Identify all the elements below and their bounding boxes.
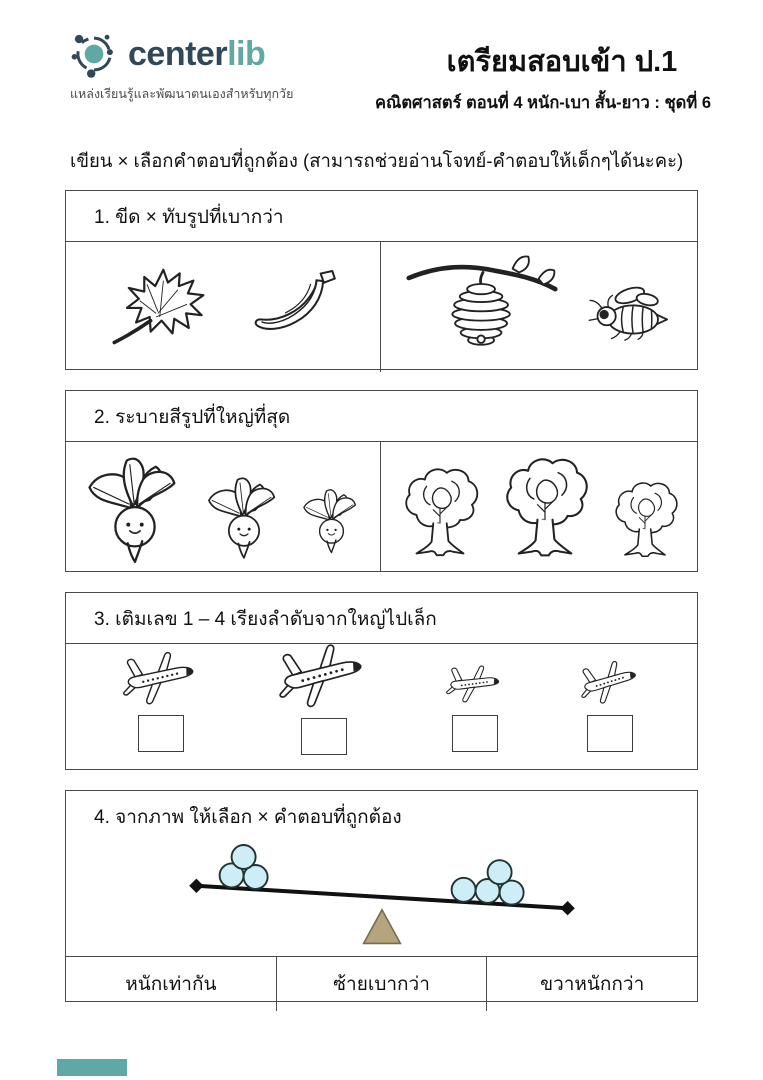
answer-box-2[interactable] — [301, 718, 347, 755]
maple-leaf-illustration[interactable] — [114, 270, 203, 343]
bananas-illustration[interactable] — [256, 271, 335, 329]
tree-large-illustration[interactable] — [507, 459, 586, 555]
brand-tagline: แหล่งเรียนรู้และพัฒนาตนเองสำหรับทุกวัย — [70, 87, 294, 101]
airplane-medium-large-illustration — [120, 650, 196, 706]
answer-box-4[interactable] — [587, 715, 633, 752]
beam-right-end — [560, 901, 574, 915]
question-3-box — [65, 592, 698, 770]
question-2-choice-right[interactable] — [381, 442, 697, 571]
option-right-heavier[interactable]: ขวาหนักกว่า — [486, 957, 697, 1011]
document-header — [375, 38, 712, 116]
fulcrum — [363, 910, 400, 944]
question-2-choice-left[interactable] — [66, 442, 381, 571]
question-3-label: 3. เติมเลข 1 – 4 เรียงลำดับจากใหญ่ไปเล็ก — [66, 593, 697, 644]
question-4-box — [65, 790, 698, 1002]
plane-column-1 — [120, 644, 202, 752]
airplane-largest-illustration — [274, 641, 365, 710]
plane-column-2 — [275, 644, 372, 755]
question-2-label: 2. ระบายสีรูปที่ใหญ่ที่สุด — [66, 391, 697, 442]
answer-box-3[interactable] — [452, 715, 498, 752]
answer-box-1[interactable] — [138, 715, 184, 752]
logo-text-lib: lib — [227, 34, 266, 73]
left-ball-group — [219, 845, 267, 889]
centerlib-logo — [66, 26, 293, 104]
option-left-lighter[interactable]: ซ้ายเบากว่า — [276, 957, 487, 1011]
logo-wordmark — [128, 35, 265, 74]
tree-medium-illustration[interactable] — [406, 469, 477, 555]
airplane-smallest-illustration — [447, 666, 499, 702]
question-2-box — [65, 390, 698, 572]
beehive-illustration[interactable] — [409, 256, 556, 344]
radish-small-illustration[interactable] — [304, 489, 355, 552]
radish-medium-illustration[interactable] — [208, 478, 273, 557]
tree-small-illustration[interactable] — [616, 483, 677, 556]
right-ball-group — [451, 860, 523, 904]
centerlib-logo-icon — [66, 26, 122, 82]
plane-column-3 — [445, 644, 505, 752]
logo-text-center: center — [128, 34, 228, 73]
instruction-text: เขียน × เลือกคำตอบที่ถูกต้อง (สามารถช่วยอ่านโจทย์-คำตอบให้เด็กๆได้นะคะ) — [70, 150, 684, 171]
seesaw-illustration — [66, 841, 697, 956]
beam-left-end — [189, 879, 203, 893]
question-4-options — [66, 956, 697, 1011]
question-1-choice-right[interactable] — [381, 242, 697, 372]
question-4-label: 4. จากภาพ ให้เลือก × คำตอบที่ถูกต้อง — [94, 807, 402, 828]
footer-accent-bar — [57, 1059, 127, 1076]
bee-illustration[interactable] — [589, 285, 667, 341]
page-title: เตรียมสอบเข้า ป.1 — [446, 46, 678, 78]
question-1-label: 1. ขีด × ทับรูปที่เบากว่า — [66, 191, 697, 242]
option-equal-weight[interactable]: หนักเท่ากัน — [125, 974, 217, 995]
question-1-choice-left[interactable] — [66, 242, 381, 372]
question-1-box — [65, 190, 698, 370]
page-subtitle: คณิตศาสตร์ ตอนที่ 4 หนัก-เบา สั้น-ยาว : ชุดที่ 6 — [375, 94, 712, 112]
airplane-small-illustration — [577, 658, 639, 706]
plane-column-4 — [578, 644, 643, 752]
radish-large-illustration[interactable] — [89, 458, 174, 561]
